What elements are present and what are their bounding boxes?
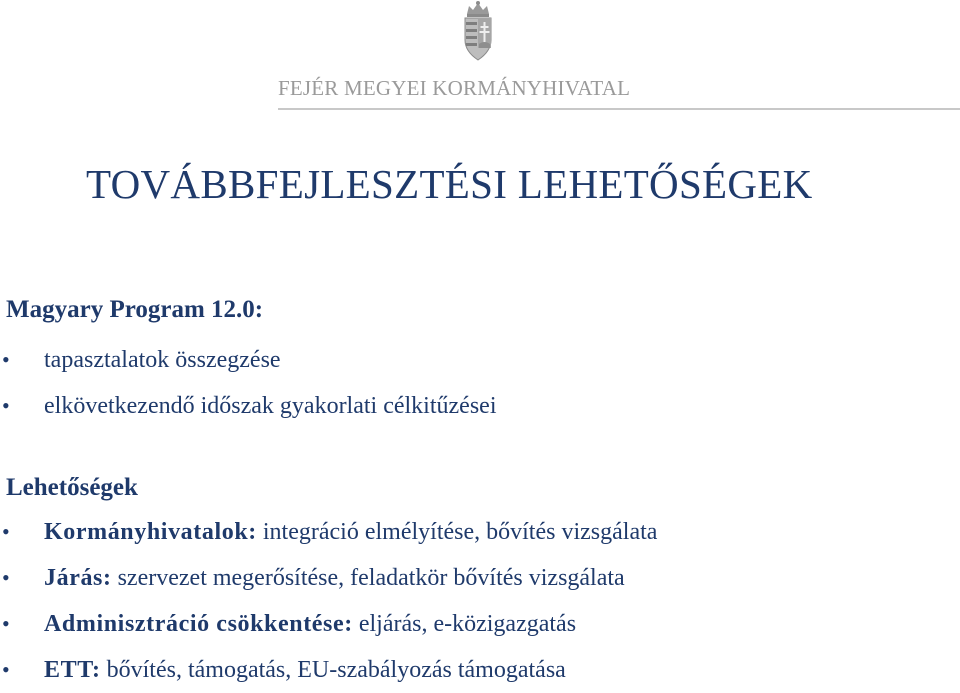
list-item-text: elkövetkezendő időszak gyakorlati célkitűzései <box>44 393 497 419</box>
bullet-icon: • <box>2 347 10 372</box>
header-divider <box>278 108 960 110</box>
list-item-text: integráció elmélyítése, bővítés vizsgálata <box>256 519 658 545</box>
slide-title: TOVÁBBFEJLESZTÉSI LEHETŐSÉGEK <box>86 161 813 207</box>
bullet-icon: • <box>2 519 10 544</box>
list-item-content <box>44 601 576 647</box>
list-item-text: tapasztalatok összegzése <box>44 347 281 373</box>
bullet-icon: • <box>2 565 10 590</box>
list-item-lead: Adminisztráció csökkentése: <box>44 611 353 637</box>
bullet-icon: • <box>2 611 10 636</box>
list-item-text: eljárás, e-közigazgatás <box>352 611 577 637</box>
coat-of-arms-icon <box>459 0 497 62</box>
list-item-content <box>44 555 625 601</box>
list-item-content <box>44 647 566 693</box>
list-item-lead: Járás: <box>44 565 112 591</box>
section-heading-magyary: Magyary Program 12.0: <box>6 296 264 323</box>
bullet-icon: • <box>2 657 10 682</box>
list-item-text: bővítés, támogatás, EU-szabályozás támogatása <box>100 657 566 683</box>
section-heading-lehetosegek: Lehetőségek <box>6 474 138 501</box>
list-item-lead: Kormányhivatalok: <box>44 519 257 545</box>
organization-name: FEJÉR MEGYEI KORMÁNYHIVATAL <box>278 76 631 100</box>
list-item-text: szervezet megerősítése, feladatkör bővítés vizsgálata <box>111 565 625 591</box>
list-item-content <box>44 509 657 555</box>
list-item-lead: ETT: <box>44 657 101 683</box>
bullet-icon: • <box>2 393 10 418</box>
